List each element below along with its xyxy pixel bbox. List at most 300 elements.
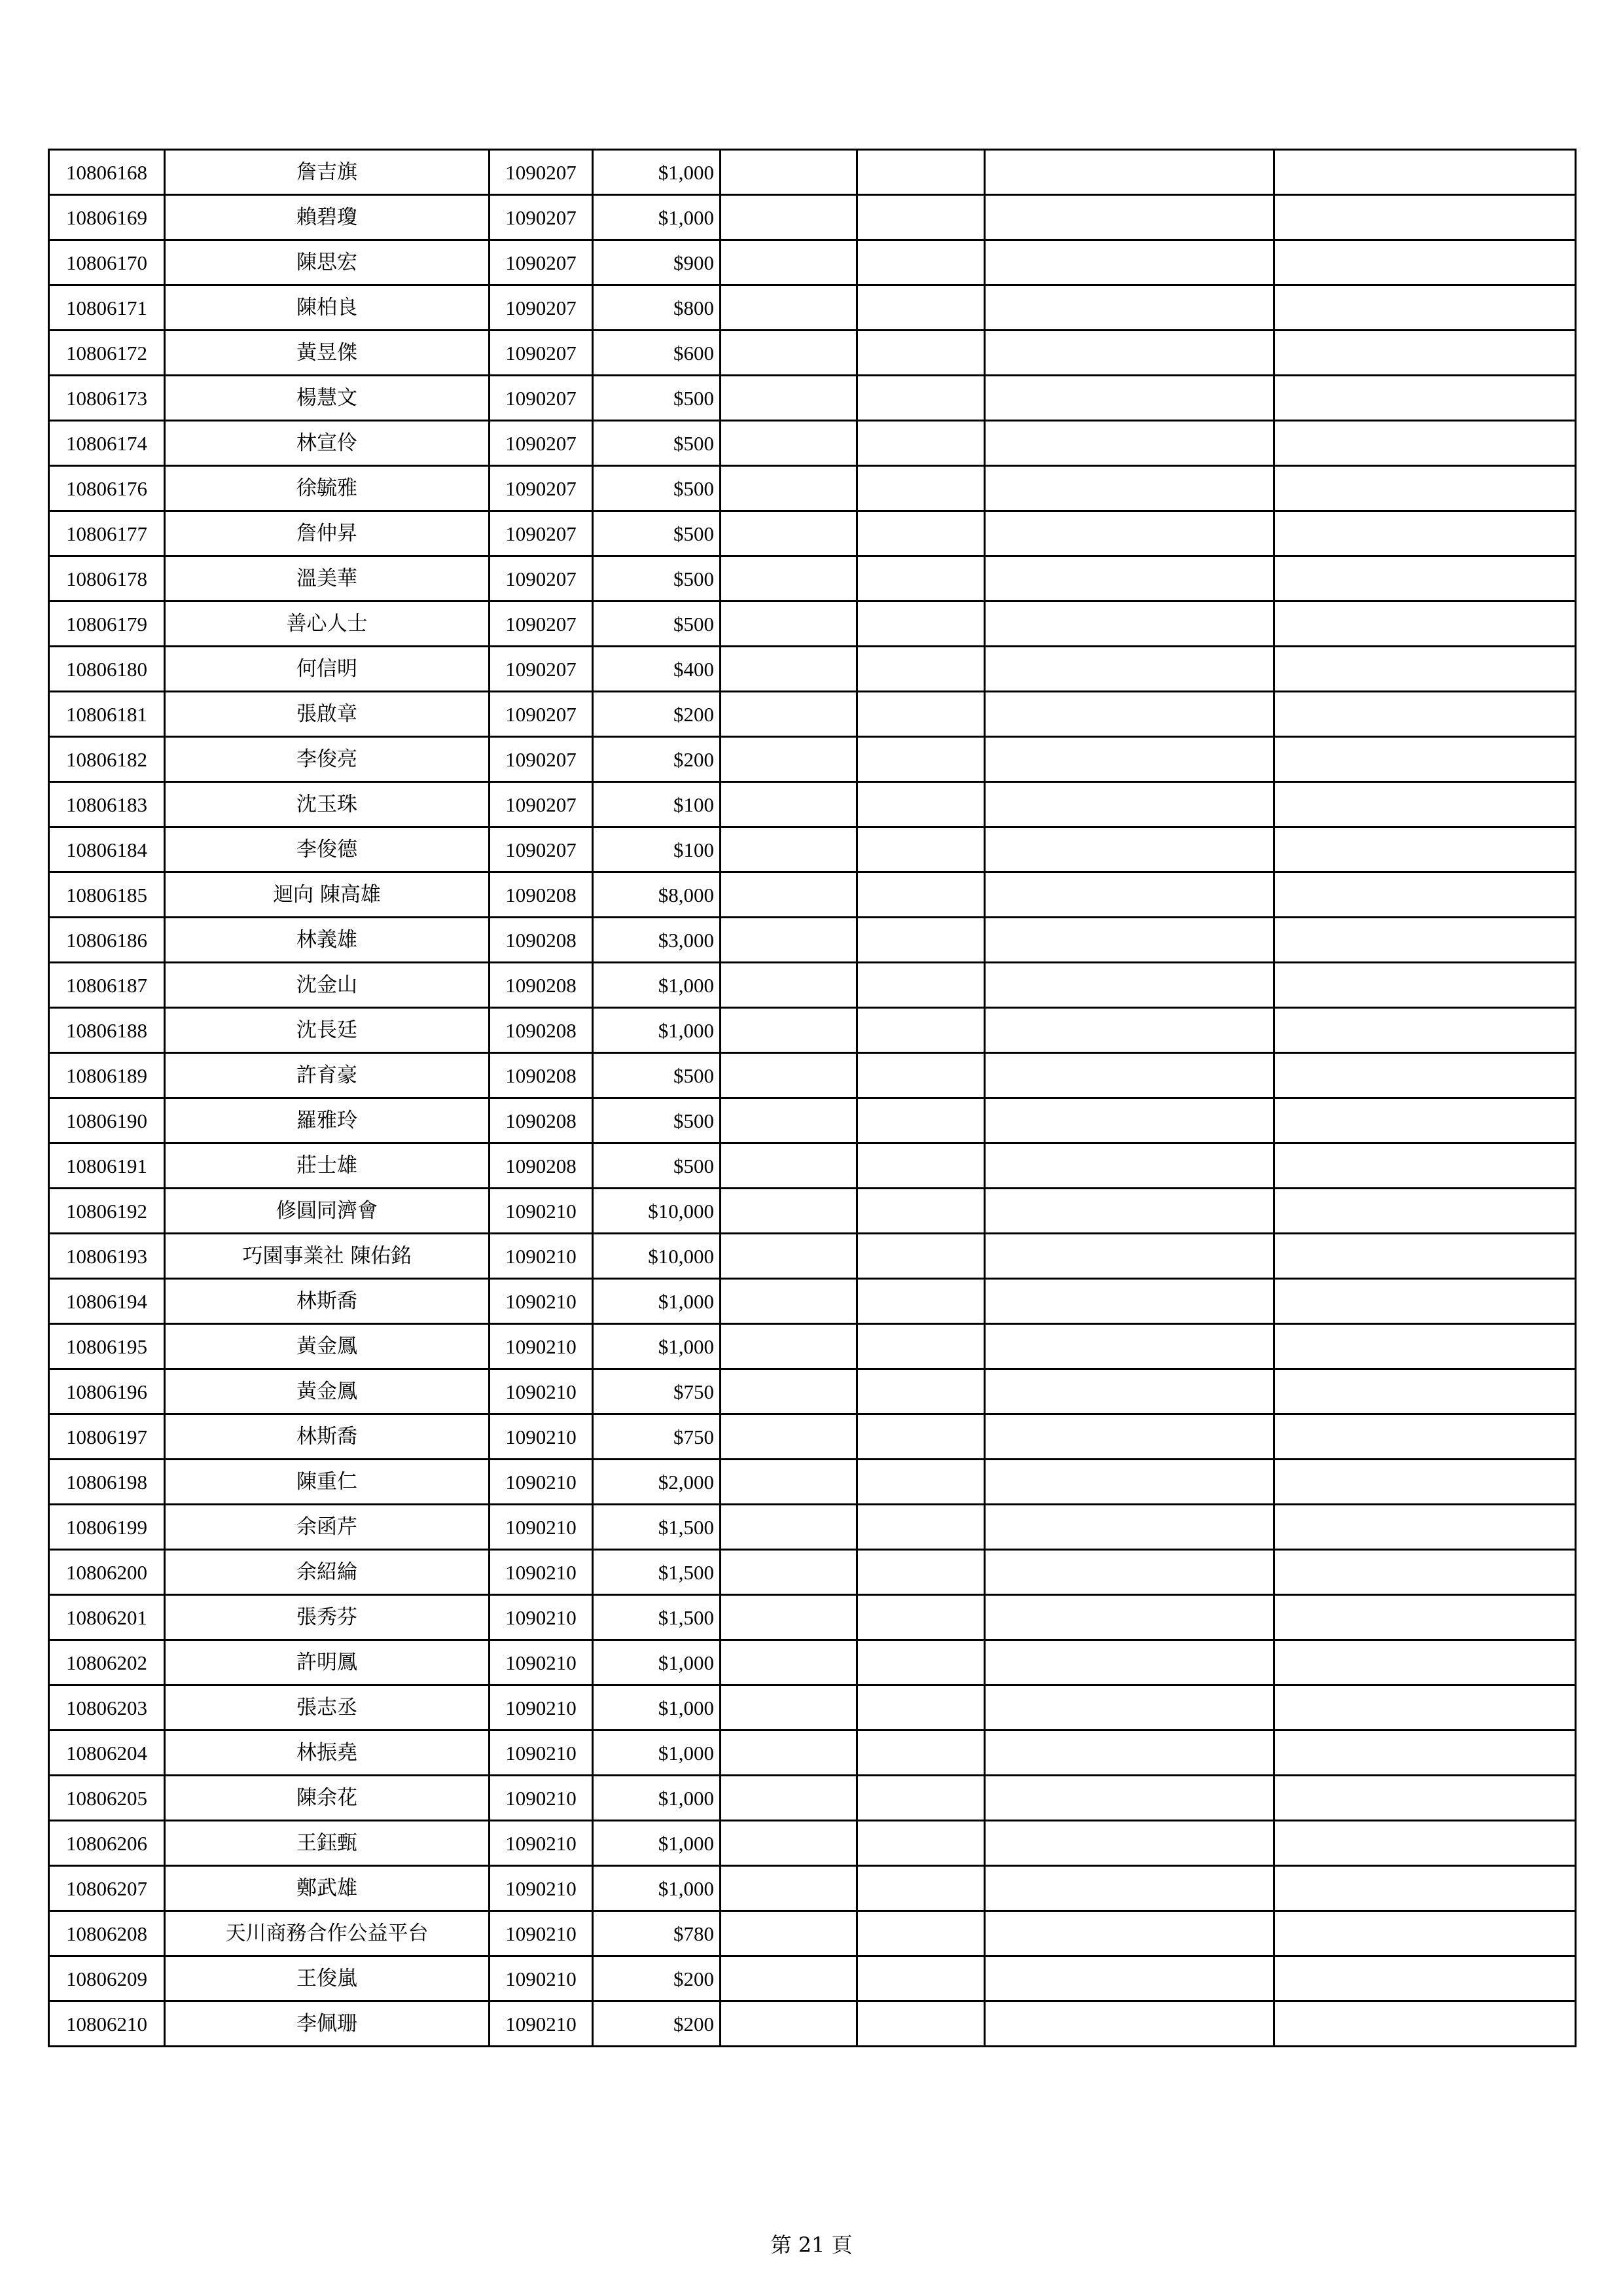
empty-cell [857, 1098, 985, 1143]
empty-cell [985, 466, 1274, 511]
empty-cell [985, 1234, 1274, 1279]
receipt-id-cell: 10806189 [49, 1053, 165, 1098]
date-cell: 1090207 [490, 376, 593, 421]
table-row [49, 1369, 1576, 1414]
date-cell: 1090210 [490, 1460, 593, 1505]
donor-name-cell: 善心人士 [165, 601, 490, 647]
donor-name-cell: 楊慧文 [165, 376, 490, 421]
amount-cell: $800 [593, 285, 721, 331]
empty-cell [985, 331, 1274, 376]
amount-cell: $400 [593, 647, 721, 692]
empty-cell [857, 872, 985, 918]
empty-cell [721, 692, 857, 737]
date-cell: 1090208 [490, 1008, 593, 1053]
donor-name-cell: 許明鳳 [165, 1640, 490, 1685]
amount-cell: $500 [593, 1053, 721, 1098]
receipt-id-cell: 10806177 [49, 511, 165, 556]
empty-cell [1274, 963, 1576, 1008]
amount-cell: $10,000 [593, 1189, 721, 1234]
empty-cell [857, 466, 985, 511]
empty-cell [985, 1550, 1274, 1595]
empty-cell [721, 737, 857, 782]
empty-cell [721, 2001, 857, 2047]
empty-cell [721, 511, 857, 556]
receipt-id-cell: 10806199 [49, 1505, 165, 1550]
empty-cell [985, 1685, 1274, 1731]
empty-cell [721, 1143, 857, 1189]
amount-cell: $500 [593, 421, 721, 466]
empty-cell [1274, 240, 1576, 285]
donor-name-cell: 林振堯 [165, 1731, 490, 1776]
amount-cell: $780 [593, 1911, 721, 1956]
date-cell: 1090210 [490, 1866, 593, 1911]
receipt-id-cell: 10806190 [49, 1098, 165, 1143]
table-row [49, 1956, 1576, 2001]
empty-cell [985, 1505, 1274, 1550]
page-number: 第 21 頁 [770, 2233, 853, 2257]
receipt-id-cell: 10806169 [49, 195, 165, 240]
empty-cell [985, 421, 1274, 466]
empty-cell [1274, 376, 1576, 421]
amount-cell: $200 [593, 2001, 721, 2047]
donor-name-cell: 黃金鳳 [165, 1324, 490, 1369]
date-cell: 1090210 [490, 1324, 593, 1369]
table-row [49, 1911, 1576, 1956]
empty-cell [721, 1776, 857, 1821]
empty-cell [1274, 331, 1576, 376]
empty-cell [985, 2001, 1274, 2047]
amount-cell: $1,500 [593, 1595, 721, 1640]
donor-name-cell: 詹吉旗 [165, 150, 490, 195]
table-row [49, 737, 1576, 782]
empty-cell [857, 1143, 985, 1189]
empty-cell [721, 1053, 857, 1098]
table-row [49, 195, 1576, 240]
amount-cell: $500 [593, 466, 721, 511]
date-cell: 1090210 [490, 1414, 593, 1460]
receipt-id-cell: 10806182 [49, 737, 165, 782]
amount-cell: $1,000 [593, 1640, 721, 1685]
empty-cell [985, 601, 1274, 647]
donor-name-cell: 修圓同濟會 [165, 1189, 490, 1234]
amount-cell: $1,000 [593, 150, 721, 195]
donor-name-cell: 張秀芬 [165, 1595, 490, 1640]
empty-cell [985, 1189, 1274, 1234]
empty-cell [1274, 1505, 1576, 1550]
empty-cell [721, 1731, 857, 1776]
empty-cell [985, 1866, 1274, 1911]
date-cell: 1090208 [490, 1053, 593, 1098]
receipt-id-cell: 10806172 [49, 331, 165, 376]
amount-cell: $1,500 [593, 1550, 721, 1595]
donor-name-cell: 陳思宏 [165, 240, 490, 285]
table-row [49, 1866, 1576, 1911]
date-cell: 1090207 [490, 285, 593, 331]
receipt-id-cell: 10806192 [49, 1189, 165, 1234]
table-row [49, 376, 1576, 421]
table-row [49, 872, 1576, 918]
empty-cell [857, 601, 985, 647]
date-cell: 1090207 [490, 782, 593, 827]
empty-cell [857, 782, 985, 827]
empty-cell [721, 466, 857, 511]
empty-cell [985, 647, 1274, 692]
amount-cell: $500 [593, 511, 721, 556]
table-row [49, 511, 1576, 556]
empty-cell [857, 1053, 985, 1098]
amount-cell: $900 [593, 240, 721, 285]
table-row [49, 782, 1576, 827]
donor-name-cell: 林斯喬 [165, 1279, 490, 1324]
empty-cell [721, 963, 857, 1008]
empty-cell [721, 1460, 857, 1505]
empty-cell [721, 1414, 857, 1460]
empty-cell [857, 150, 985, 195]
date-cell: 1090207 [490, 647, 593, 692]
empty-cell [857, 240, 985, 285]
table-row [49, 601, 1576, 647]
empty-cell [985, 1053, 1274, 1098]
empty-cell [1274, 1279, 1576, 1324]
donor-name-cell: 何信明 [165, 647, 490, 692]
empty-cell [857, 1550, 985, 1595]
empty-cell [985, 1956, 1274, 2001]
date-cell: 1090208 [490, 1098, 593, 1143]
empty-cell [1274, 1956, 1576, 2001]
donor-name-cell: 李佩珊 [165, 2001, 490, 2047]
date-cell: 1090210 [490, 1369, 593, 1414]
amount-cell: $1,000 [593, 195, 721, 240]
donor-name-cell: 余函芹 [165, 1505, 490, 1550]
donor-name-cell: 巧園事業社 陳佑銘 [165, 1234, 490, 1279]
amount-cell: $600 [593, 331, 721, 376]
empty-cell [1274, 1731, 1576, 1776]
amount-cell: $1,000 [593, 1008, 721, 1053]
empty-cell [1274, 1414, 1576, 1460]
empty-cell [985, 1098, 1274, 1143]
empty-cell [857, 827, 985, 872]
empty-cell [857, 421, 985, 466]
receipt-id-cell: 10806187 [49, 963, 165, 1008]
receipt-id-cell: 10806208 [49, 1911, 165, 1956]
empty-cell [721, 827, 857, 872]
table-row [49, 1053, 1576, 1098]
empty-cell [985, 556, 1274, 601]
receipt-id-cell: 10806200 [49, 1550, 165, 1595]
table-row [49, 1460, 1576, 1505]
amount-cell: $1,000 [593, 1731, 721, 1776]
empty-cell [857, 1189, 985, 1234]
table-row [49, 1234, 1576, 1279]
empty-cell [1274, 1369, 1576, 1414]
date-cell: 1090208 [490, 963, 593, 1008]
empty-cell [721, 195, 857, 240]
amount-cell: $10,000 [593, 1234, 721, 1279]
table-row [49, 2001, 1576, 2047]
ledger-body [49, 150, 1576, 2047]
date-cell: 1090207 [490, 466, 593, 511]
empty-cell [721, 872, 857, 918]
table-row [49, 1821, 1576, 1866]
donor-name-cell: 莊士雄 [165, 1143, 490, 1189]
table-row [49, 1143, 1576, 1189]
empty-cell [721, 1098, 857, 1143]
amount-cell: $500 [593, 1143, 721, 1189]
date-cell: 1090207 [490, 827, 593, 872]
amount-cell: $1,000 [593, 1821, 721, 1866]
donor-name-cell: 許育豪 [165, 1053, 490, 1098]
empty-cell [1274, 872, 1576, 918]
amount-cell: $1,000 [593, 963, 721, 1008]
empty-cell [721, 918, 857, 963]
empty-cell [1274, 466, 1576, 511]
receipt-id-cell: 10806180 [49, 647, 165, 692]
empty-cell [721, 376, 857, 421]
empty-cell [857, 1369, 985, 1414]
table-row [49, 466, 1576, 511]
amount-cell: $500 [593, 1098, 721, 1143]
empty-cell [1274, 1595, 1576, 1640]
table-row [49, 1279, 1576, 1324]
table-row [49, 1324, 1576, 1369]
empty-cell [721, 1821, 857, 1866]
donor-name-cell: 陳重仁 [165, 1460, 490, 1505]
empty-cell [721, 1505, 857, 1550]
empty-cell [985, 1821, 1274, 1866]
empty-cell [1274, 195, 1576, 240]
donor-name-cell: 林宣伶 [165, 421, 490, 466]
receipt-id-cell: 10806207 [49, 1866, 165, 1911]
empty-cell [857, 1911, 985, 1956]
date-cell: 1090210 [490, 1685, 593, 1731]
empty-cell [857, 556, 985, 601]
table-row [49, 1731, 1576, 1776]
table-row [49, 1189, 1576, 1234]
table-row [49, 1098, 1576, 1143]
date-cell: 1090207 [490, 195, 593, 240]
donor-name-cell: 王鈺甄 [165, 1821, 490, 1866]
empty-cell [985, 1776, 1274, 1821]
empty-cell [857, 195, 985, 240]
amount-cell: $1,000 [593, 1685, 721, 1731]
empty-cell [857, 511, 985, 556]
empty-cell [1274, 827, 1576, 872]
receipt-id-cell: 10806196 [49, 1369, 165, 1414]
empty-cell [1274, 1324, 1576, 1369]
amount-cell: $1,500 [593, 1505, 721, 1550]
receipt-id-cell: 10806171 [49, 285, 165, 331]
donor-name-cell: 徐毓雅 [165, 466, 490, 511]
receipt-id-cell: 10806185 [49, 872, 165, 918]
empty-cell [985, 1324, 1274, 1369]
donor-name-cell: 黃昱傑 [165, 331, 490, 376]
empty-cell [985, 195, 1274, 240]
empty-cell [1274, 1640, 1576, 1685]
empty-cell [721, 1234, 857, 1279]
receipt-id-cell: 10806179 [49, 601, 165, 647]
empty-cell [985, 1414, 1274, 1460]
donor-name-cell: 林義雄 [165, 918, 490, 963]
date-cell: 1090207 [490, 240, 593, 285]
empty-cell [857, 1685, 985, 1731]
amount-cell: $500 [593, 601, 721, 647]
empty-cell [857, 1234, 985, 1279]
empty-cell [985, 1143, 1274, 1189]
amount-cell: $500 [593, 376, 721, 421]
receipt-id-cell: 10806206 [49, 1821, 165, 1866]
empty-cell [1274, 692, 1576, 737]
date-cell: 1090210 [490, 1234, 593, 1279]
date-cell: 1090207 [490, 601, 593, 647]
date-cell: 1090210 [490, 2001, 593, 2047]
amount-cell: $200 [593, 737, 721, 782]
receipt-id-cell: 10806173 [49, 376, 165, 421]
donor-name-cell: 迴向 陳高雄 [165, 872, 490, 918]
empty-cell [985, 692, 1274, 737]
date-cell: 1090210 [490, 1776, 593, 1821]
table-row [49, 1414, 1576, 1460]
receipt-id-cell: 10806183 [49, 782, 165, 827]
date-cell: 1090207 [490, 421, 593, 466]
receipt-id-cell: 10806184 [49, 827, 165, 872]
empty-cell [1274, 1189, 1576, 1234]
receipt-id-cell: 10806202 [49, 1640, 165, 1685]
empty-cell [985, 1640, 1274, 1685]
empty-cell [985, 511, 1274, 556]
empty-cell [857, 1866, 985, 1911]
empty-cell [857, 647, 985, 692]
table-row [49, 421, 1576, 466]
empty-cell [857, 1008, 985, 1053]
donor-name-cell: 天川商務合作公益平台 [165, 1911, 490, 1956]
empty-cell [985, 150, 1274, 195]
donor-name-cell: 余紹綸 [165, 1550, 490, 1595]
empty-cell [1274, 556, 1576, 601]
donor-name-cell: 張志丞 [165, 1685, 490, 1731]
empty-cell [857, 331, 985, 376]
empty-cell [1274, 285, 1576, 331]
empty-cell [1274, 647, 1576, 692]
empty-cell [721, 240, 857, 285]
empty-cell [1274, 421, 1576, 466]
empty-cell [857, 692, 985, 737]
empty-cell [1274, 511, 1576, 556]
empty-cell [857, 963, 985, 1008]
date-cell: 1090210 [490, 1189, 593, 1234]
amount-cell: $8,000 [593, 872, 721, 918]
donor-name-cell: 黃金鳳 [165, 1369, 490, 1414]
date-cell: 1090210 [490, 1550, 593, 1595]
amount-cell: $2,000 [593, 1460, 721, 1505]
table-row [49, 1550, 1576, 1595]
amount-cell: $200 [593, 1956, 721, 2001]
table-row [49, 556, 1576, 601]
empty-cell [985, 1008, 1274, 1053]
receipt-id-cell: 10806191 [49, 1143, 165, 1189]
donor-name-cell: 沈金山 [165, 963, 490, 1008]
empty-cell [985, 782, 1274, 827]
date-cell: 1090207 [490, 556, 593, 601]
empty-cell [985, 918, 1274, 963]
date-cell: 1090210 [490, 1731, 593, 1776]
receipt-id-cell: 10806201 [49, 1595, 165, 1640]
empty-cell [721, 782, 857, 827]
empty-cell [985, 1595, 1274, 1640]
amount-cell: $750 [593, 1414, 721, 1460]
empty-cell [985, 737, 1274, 782]
table-row [49, 647, 1576, 692]
donor-name-cell: 李俊亮 [165, 737, 490, 782]
empty-cell [1274, 1053, 1576, 1098]
empty-cell [985, 376, 1274, 421]
table-row [49, 918, 1576, 963]
receipt-id-cell: 10806168 [49, 150, 165, 195]
date-cell: 1090210 [490, 1595, 593, 1640]
date-cell: 1090210 [490, 1956, 593, 2001]
receipt-id-cell: 10806197 [49, 1414, 165, 1460]
date-cell: 1090207 [490, 737, 593, 782]
amount-cell: $1,000 [593, 1279, 721, 1324]
amount-cell: $100 [593, 782, 721, 827]
donation-ledger-table [48, 149, 1577, 2047]
empty-cell [985, 1911, 1274, 1956]
empty-cell [1274, 1821, 1576, 1866]
empty-cell [857, 1324, 985, 1369]
empty-cell [985, 240, 1274, 285]
empty-cell [857, 737, 985, 782]
empty-cell [721, 421, 857, 466]
donor-name-cell: 鄭武雄 [165, 1866, 490, 1911]
donor-name-cell: 詹仲昇 [165, 511, 490, 556]
date-cell: 1090207 [490, 331, 593, 376]
donor-name-cell: 陳柏良 [165, 285, 490, 331]
empty-cell [1274, 1234, 1576, 1279]
donor-name-cell: 沈玉珠 [165, 782, 490, 827]
empty-cell [1274, 2001, 1576, 2047]
table-row [49, 692, 1576, 737]
empty-cell [1274, 150, 1576, 195]
empty-cell [1274, 1550, 1576, 1595]
empty-cell [1274, 1143, 1576, 1189]
empty-cell [1274, 1776, 1576, 1821]
date-cell: 1090210 [490, 1505, 593, 1550]
date-cell: 1090208 [490, 872, 593, 918]
receipt-id-cell: 10806194 [49, 1279, 165, 1324]
date-cell: 1090210 [490, 1911, 593, 1956]
donor-name-cell: 林斯喬 [165, 1414, 490, 1460]
empty-cell [857, 1460, 985, 1505]
receipt-id-cell: 10806209 [49, 1956, 165, 2001]
date-cell: 1090210 [490, 1279, 593, 1324]
empty-cell [857, 285, 985, 331]
donor-name-cell: 王俊嵐 [165, 1956, 490, 2001]
amount-cell: $200 [593, 692, 721, 737]
receipt-id-cell: 10806205 [49, 1776, 165, 1821]
receipt-id-cell: 10806210 [49, 2001, 165, 2047]
empty-cell [985, 963, 1274, 1008]
amount-cell: $1,000 [593, 1324, 721, 1369]
empty-cell [985, 872, 1274, 918]
empty-cell [721, 285, 857, 331]
receipt-id-cell: 10806176 [49, 466, 165, 511]
empty-cell [721, 1008, 857, 1053]
empty-cell [721, 556, 857, 601]
empty-cell [1274, 601, 1576, 647]
empty-cell [721, 1911, 857, 1956]
receipt-id-cell: 10806174 [49, 421, 165, 466]
empty-cell [1274, 1098, 1576, 1143]
table-row [49, 827, 1576, 872]
